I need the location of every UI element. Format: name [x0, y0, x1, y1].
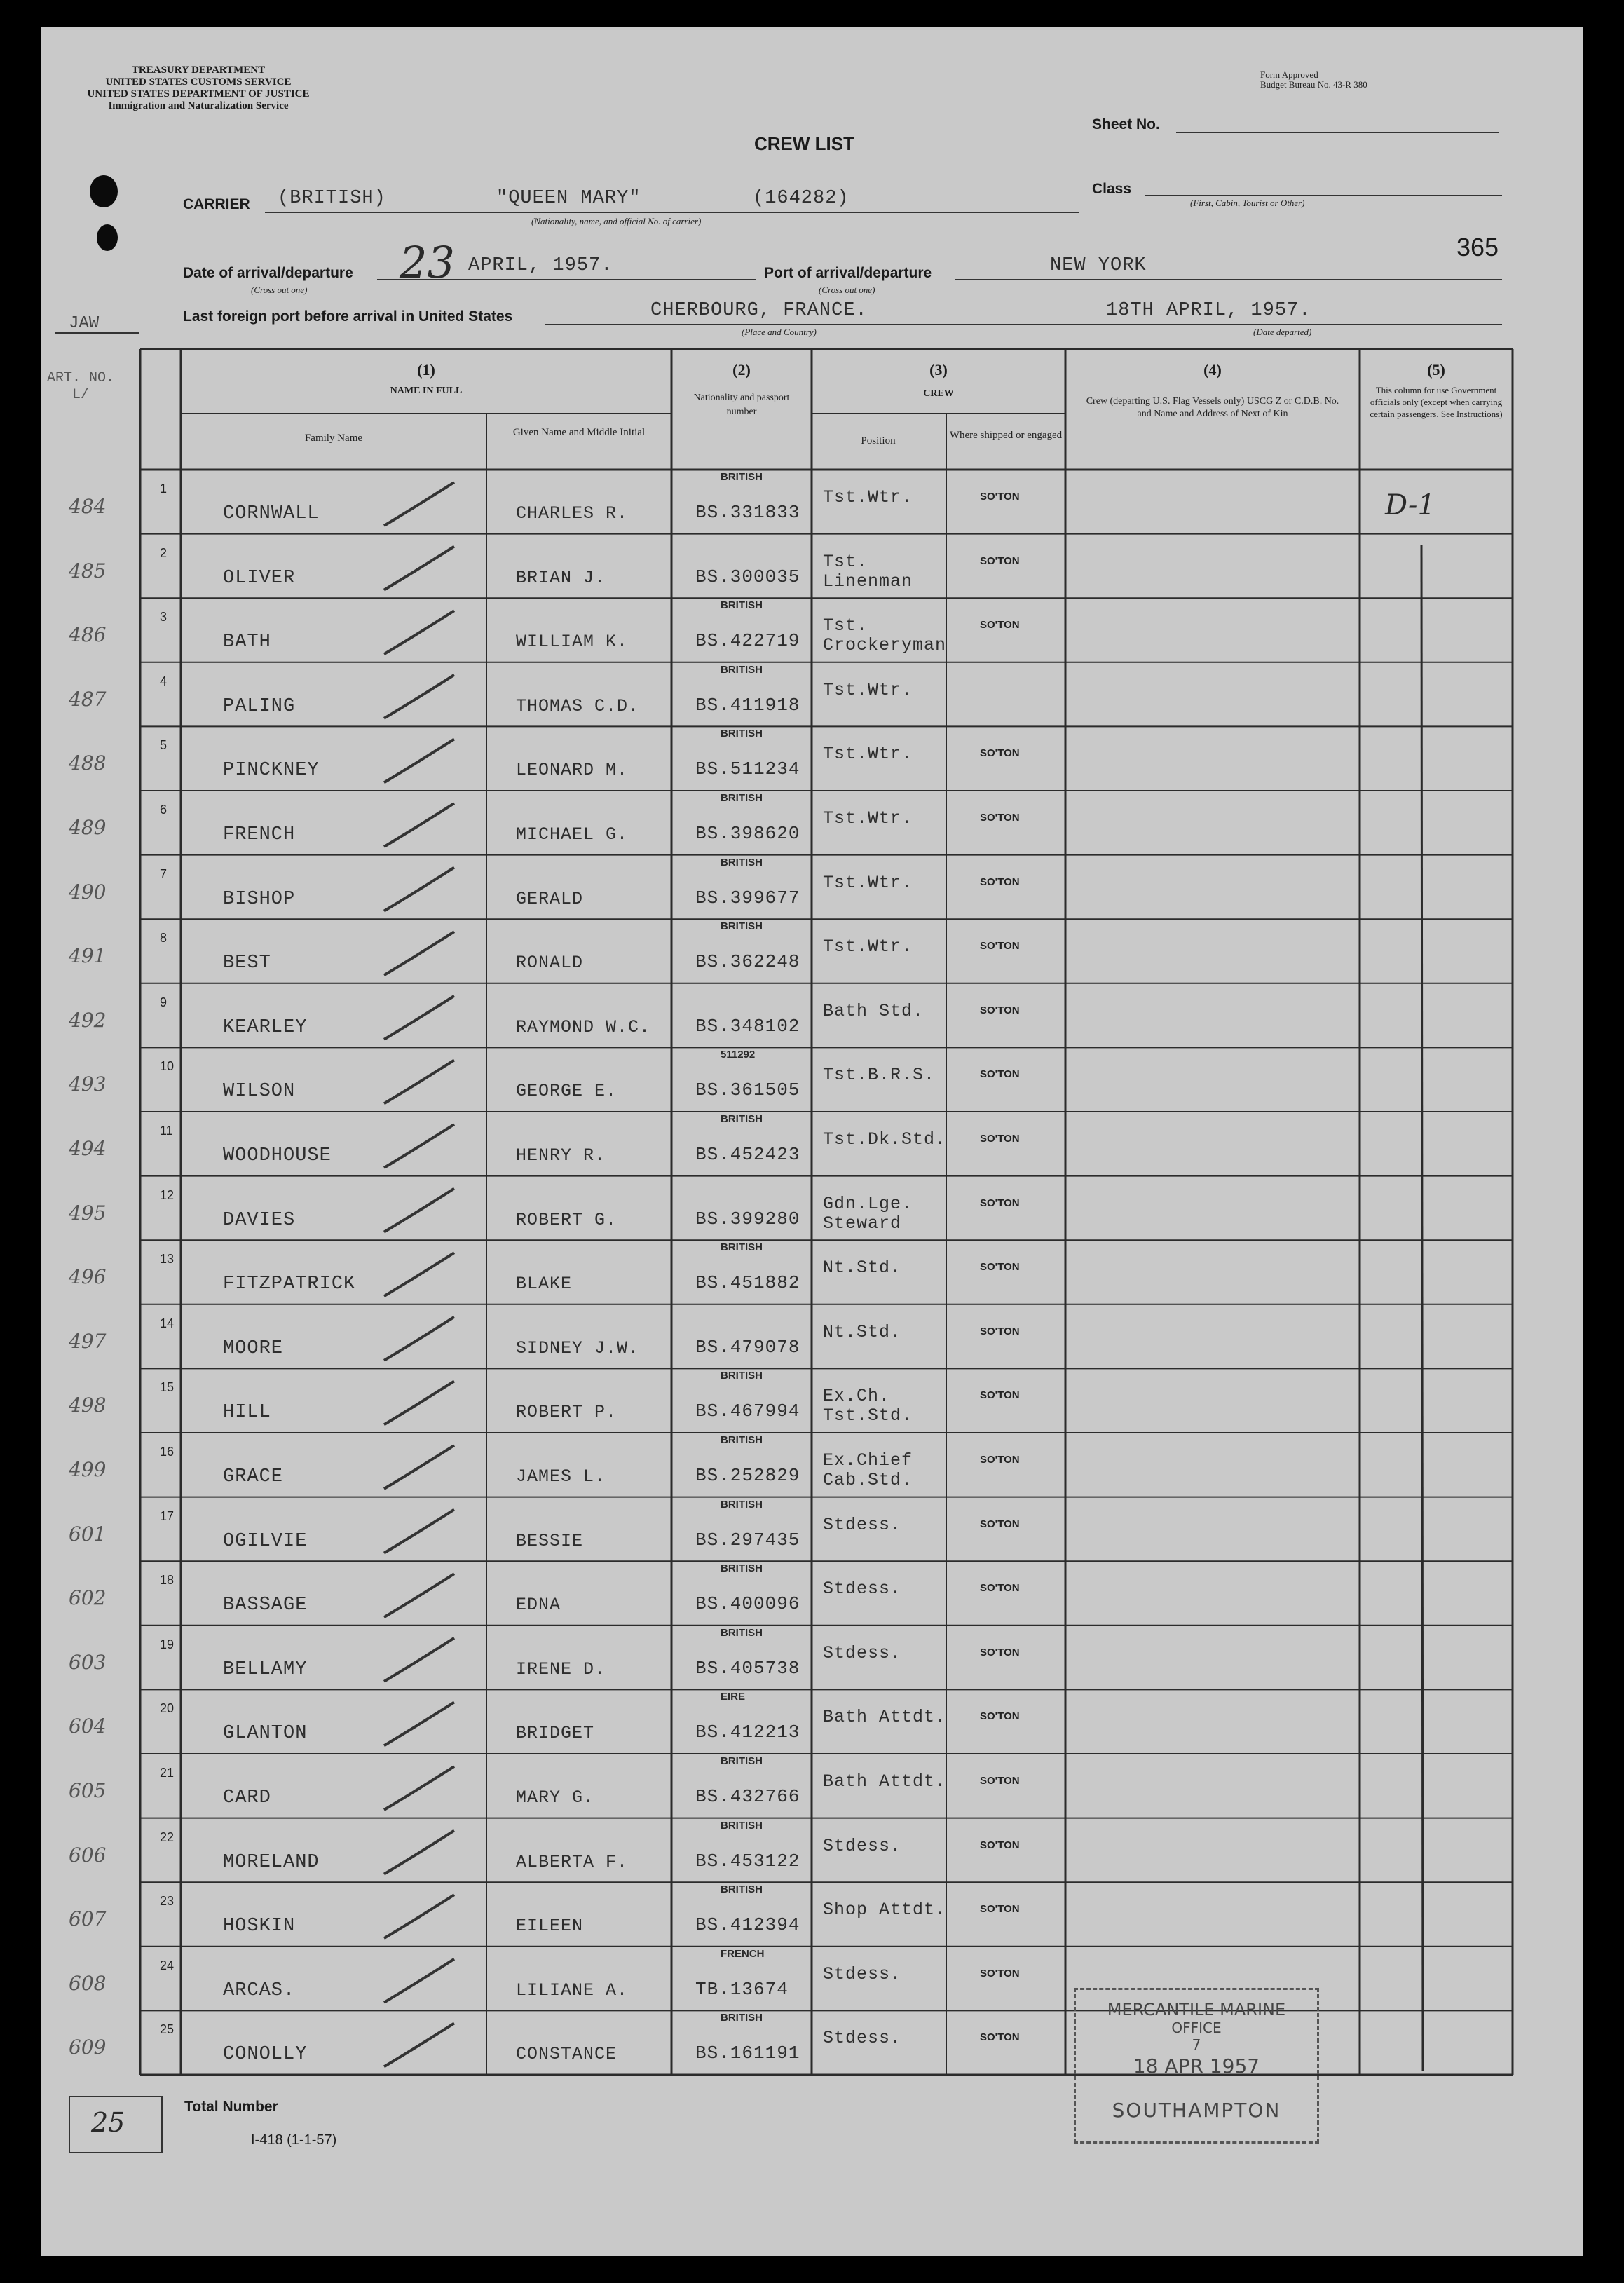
col5-number: (5)	[1427, 361, 1445, 379]
crew-position: Ex.Ch. Tst.Std.	[823, 1386, 913, 1426]
where-shipped: SO'TON	[980, 1582, 1020, 1595]
carrier-label: CARRIER	[183, 196, 250, 212]
check-mark	[384, 675, 454, 718]
check-mark	[384, 1702, 454, 1745]
where-shipped: SO'TON	[980, 1967, 1020, 1979]
row-number: 6	[160, 803, 168, 817]
crew-position: Bath Std.	[823, 1000, 924, 1021]
nationality: FRENCH	[721, 1947, 765, 1960]
crew-position: Stdess.	[823, 1514, 902, 1535]
row-number: 19	[160, 1637, 175, 1651]
passport-number: BS.161191	[695, 2043, 800, 2064]
where-shipped: SO'TON	[980, 812, 1020, 824]
col4-title: Crew (departing U.S. Flag Vessels only) USCG Z or C.D.B. No. and Name and Address of Next of Kin	[1086, 396, 1339, 419]
given-name-header: Given Name and Middle Initial	[512, 427, 646, 438]
nationality: BRITISH	[721, 2012, 763, 2024]
crew-position: Tst.Wtr.	[823, 679, 913, 700]
passport-number: BS.412394	[695, 1914, 800, 1936]
row-number: 5	[160, 738, 168, 753]
where-shipped: SO'TON	[980, 619, 1020, 632]
nationality: BRITISH	[721, 856, 763, 868]
crew-position: Stdess.	[823, 1579, 902, 1600]
crew-position: Tst.Wtr.	[823, 744, 913, 765]
nationality: BRITISH	[721, 1113, 763, 1125]
family-name: BEST	[223, 953, 271, 974]
row-number: 24	[160, 1958, 175, 1972]
passport-number: BS.453122	[695, 1850, 800, 1872]
nationality: BRITISH	[721, 792, 763, 804]
row-number: 14	[160, 1316, 175, 1330]
check-mark	[384, 803, 454, 847]
check-mark	[384, 1831, 454, 1874]
given-name: ROBERT G.	[516, 1209, 617, 1230]
family-name: CARD	[223, 1787, 271, 1808]
nationality: BRITISH	[721, 1241, 763, 1254]
check-mark	[384, 1060, 454, 1103]
where-shipped: SO'TON	[980, 491, 1020, 503]
crew-position: Tst.B.R.S.	[823, 1065, 936, 1086]
where-shipped: SO'TON	[980, 1839, 1020, 1851]
port-value: NEW YORK	[1050, 255, 1147, 276]
nationality: BRITISH	[721, 1434, 763, 1446]
row-number: 11	[160, 1124, 173, 1138]
date-departed-hint: (Date departed)	[1253, 327, 1312, 337]
carrier-nationality: (BRITISH)	[278, 188, 386, 209]
page-number: 365	[1456, 233, 1499, 261]
art-number: 496	[69, 1265, 107, 1289]
last-port-label: Last foreign port before arrival in United States	[183, 308, 513, 325]
date-day: 23	[400, 237, 455, 288]
date-label: Date of arrival/departure	[183, 265, 353, 281]
class-hint: (First, Cabin, Tourist or Other)	[1190, 198, 1305, 208]
check-mark	[384, 1638, 454, 1682]
passport-number: BS.432766	[695, 1786, 800, 1807]
mercantile-marine-stamp	[1074, 1988, 1319, 2144]
passport-number: BS.422719	[695, 630, 800, 652]
given-name: LILIANE A.	[516, 1979, 629, 2001]
family-name: DAVIES	[223, 1209, 296, 1231]
passport-number: BS.479078	[695, 1336, 800, 1358]
crew-position: Stdess.	[823, 1963, 902, 1984]
where-shipped: SO'TON	[980, 1325, 1020, 1337]
stamp-line: SOUTHAMPTON	[1112, 2099, 1281, 2122]
check-mark	[384, 1445, 454, 1489]
dept-line: UNITED STATES DEPARTMENT OF JUSTICE	[87, 88, 310, 100]
given-name: HENRY R.	[516, 1145, 606, 1166]
art-number: 607	[69, 1907, 107, 1931]
carrier-hint: (Nationality, name, and official No. of carrier)	[531, 216, 702, 226]
art-number: 604	[69, 1715, 107, 1738]
row-number: 18	[160, 1573, 175, 1588]
given-name: MICHAEL G.	[516, 824, 629, 845]
last-port-hint: (Place and Country)	[742, 327, 817, 337]
art-number: 606	[69, 1843, 107, 1867]
check-mark	[384, 1766, 454, 1810]
form-number: I-418 (1-1-57)	[251, 2132, 337, 2148]
total-label: Total Number	[184, 2099, 278, 2115]
art-number: 491	[69, 944, 107, 968]
row-number: 15	[160, 1380, 175, 1395]
crew-position: Gdn.Lge. Steward	[823, 1193, 913, 1234]
port-hint: (Cross out one)	[819, 285, 875, 295]
check-mark	[384, 1895, 454, 1938]
passport-number: TB.13674	[695, 1978, 789, 2000]
crew-position: Stdess.	[823, 1835, 902, 1856]
family-name: CONOLLY	[223, 2044, 308, 2066]
carrier-number: (164282)	[753, 188, 849, 209]
date-value: APRIL, 1957.	[468, 255, 613, 276]
date-departed-value: 18TH APRIL, 1957.	[1106, 300, 1311, 321]
stamp-line: OFFICE	[1171, 2019, 1222, 2036]
budget-bureau-text: Budget Bureau No. 43-R 380	[1260, 79, 1367, 90]
where-shipped: SO'TON	[980, 554, 1020, 567]
given-name: BESSIE	[516, 1530, 584, 1551]
nationality: BRITISH	[721, 1819, 763, 1832]
family-name: OLIVER	[223, 567, 296, 589]
where-shipped: SO'TON	[980, 1710, 1020, 1723]
passport-number: BS.411918	[695, 694, 800, 716]
art-number: 484	[69, 495, 107, 518]
art-number: 485	[69, 559, 107, 582]
where-shipped: SO'TON	[980, 1389, 1020, 1402]
nationality: BRITISH	[721, 1626, 763, 1639]
family-name: OGILVIE	[223, 1530, 308, 1552]
given-name: MARY G.	[516, 1787, 595, 1808]
art-number: 493	[69, 1072, 107, 1096]
passport-number: BS.300035	[695, 566, 800, 587]
given-name: BRIDGET	[516, 1723, 595, 1744]
art-number: 602	[69, 1586, 107, 1610]
col1-title: NAME IN FULL	[390, 386, 463, 396]
check-mark	[384, 868, 454, 911]
check-mark	[384, 996, 454, 1040]
crew-position: Stdess.	[823, 2028, 902, 2049]
family-name: HILL	[223, 1402, 271, 1424]
check-mark	[384, 932, 454, 975]
where-shipped-header: Where shipped or engaged	[949, 430, 1063, 441]
crew-position: Tst.Wtr.	[823, 936, 913, 958]
passport-number: BS.412213	[695, 1722, 800, 1743]
crew-position: Tst.Wtr.	[823, 487, 913, 507]
row-number: 8	[160, 931, 168, 946]
nationality: BRITISH	[721, 1562, 763, 1575]
col3-number: (3)	[929, 361, 948, 379]
check-mark	[384, 482, 454, 526]
check-mark	[384, 1574, 454, 1617]
col5-handwritten-line	[1421, 545, 1423, 2071]
row-number: 4	[160, 674, 168, 688]
passport-number: BS.400096	[695, 1593, 800, 1615]
crew-position: Nt.Std.	[823, 1321, 902, 1342]
passport-number: BS.467994	[695, 1401, 800, 1422]
row-number: 7	[160, 866, 168, 881]
art-number: 603	[69, 1650, 107, 1674]
passport-number: BS.252829	[695, 1465, 800, 1486]
art-number: 601	[69, 1522, 107, 1546]
passport-number: BS.452423	[695, 1144, 800, 1165]
row-number: 1	[160, 482, 168, 496]
dept-line: UNITED STATES CUSTOMS SERVICE	[105, 76, 292, 88]
family-name-header: Family Name	[304, 432, 363, 444]
crew-position: Tst.Wtr.	[823, 872, 913, 893]
check-mark	[384, 1959, 454, 2003]
date-hint: (Cross out one)	[251, 285, 308, 295]
given-name: CHARLES R.	[516, 503, 629, 524]
crew-list-document	[41, 27, 1583, 2256]
passport-number: BS.362248	[695, 951, 800, 973]
last-port-value: CHERBOURG, FRANCE.	[650, 300, 868, 321]
passport-number: BS.511234	[695, 758, 800, 780]
family-name: GRACE	[223, 1466, 284, 1487]
margin-note: JAW	[69, 314, 100, 333]
art-number: 490	[69, 880, 107, 904]
family-name: WOODHOUSE	[223, 1145, 332, 1166]
given-name: ROBERT P.	[516, 1402, 617, 1423]
passport-number: BS.399280	[695, 1208, 800, 1229]
passport-number: BS.399677	[695, 887, 800, 908]
nationality: EIRE	[721, 1691, 746, 1703]
nationality: BRITISH	[721, 1883, 763, 1896]
col5-note: D-1	[1385, 489, 1435, 522]
stamp-line: MERCANTILE MARINE	[1107, 2000, 1286, 2019]
crew-position: Tst.Wtr.	[823, 808, 913, 829]
passport-number: BS.361505	[695, 1079, 800, 1101]
stamp-line: 7	[1192, 2036, 1201, 2053]
row-number: 21	[160, 1766, 175, 1780]
given-name: WILLIAM K.	[516, 632, 629, 653]
nationality: BRITISH	[721, 1498, 763, 1511]
crew-position: Bath Attdt.	[823, 1771, 947, 1792]
row-number: 9	[160, 995, 168, 1009]
position-header: Position	[861, 435, 896, 447]
col5-title: This column for use Government officials only (except when carrying certain passengers. See Instructions)	[1370, 385, 1503, 419]
family-name: PALING	[223, 695, 296, 717]
family-name: BASSAGE	[223, 1595, 308, 1616]
crew-position: Tst. Linenman	[823, 551, 913, 592]
art-no-header: ART. NO. L/	[46, 370, 114, 403]
row-number: 25	[160, 2022, 175, 2037]
family-name: PINCKNEY	[223, 760, 320, 782]
where-shipped: SO'TON	[980, 1646, 1020, 1658]
check-mark	[384, 739, 454, 782]
where-shipped: SO'TON	[980, 1518, 1020, 1530]
row-number: 2	[160, 545, 168, 560]
given-name: RONALD	[516, 953, 584, 974]
row-number: 13	[160, 1252, 175, 1267]
row-number: 10	[160, 1059, 175, 1074]
art-number: 499	[69, 1458, 107, 1481]
where-shipped: SO'TON	[980, 875, 1020, 888]
passport-number: BS.331833	[695, 502, 800, 523]
passport-number: BS.405738	[695, 1657, 800, 1679]
given-name: ALBERTA F.	[516, 1851, 629, 1872]
check-mark	[384, 1124, 454, 1168]
art-number: 492	[69, 1008, 107, 1032]
dept-line: TREASURY DEPARTMENT	[131, 64, 266, 76]
crew-position: Nt.Std.	[823, 1258, 902, 1279]
nationality: BRITISH	[721, 599, 763, 612]
given-name: CONSTANCE	[516, 2044, 617, 2065]
passport-number: BS.398620	[695, 823, 800, 844]
family-name: WILSON	[223, 1081, 296, 1103]
where-shipped: SO'TON	[980, 1133, 1020, 1145]
check-mark	[384, 1189, 454, 1232]
art-number: 488	[69, 751, 107, 775]
where-shipped: SO'TON	[980, 1004, 1020, 1016]
check-mark	[384, 2023, 454, 2066]
family-name: GLANTON	[223, 1723, 308, 1745]
row-number: 16	[160, 1445, 175, 1459]
nationality: BRITISH	[721, 728, 763, 740]
row-number: 22	[160, 1829, 175, 1844]
where-shipped: SO'TON	[980, 1903, 1020, 1916]
family-name: FITZPATRICK	[223, 1274, 356, 1295]
family-name: KEARLEY	[223, 1016, 308, 1038]
given-name: EDNA	[516, 1595, 561, 1616]
art-number: 495	[69, 1201, 107, 1225]
family-name: MOORE	[223, 1337, 284, 1359]
where-shipped: SO'TON	[980, 1775, 1020, 1787]
where-shipped: SO'TON	[980, 747, 1020, 760]
check-mark	[384, 547, 454, 590]
given-name: RAYMOND W.C.	[516, 1016, 651, 1037]
given-name: JAMES L.	[516, 1466, 606, 1487]
given-name: THOMAS C.D.	[516, 695, 640, 716]
col1-number: (1)	[417, 361, 435, 379]
col4-number: (4)	[1203, 361, 1222, 379]
check-mark	[384, 1510, 454, 1553]
row-number: 17	[160, 1508, 175, 1523]
art-number: 497	[69, 1329, 107, 1353]
stamp-date: 18 APR 1957	[1133, 2054, 1260, 2078]
passport-number: BS.297435	[695, 1529, 800, 1551]
art-number: 494	[69, 1137, 107, 1160]
total-value: 25	[91, 2107, 125, 2138]
art-number: 487	[69, 687, 107, 711]
given-name: GEORGE E.	[516, 1081, 617, 1102]
given-name: IRENE D.	[516, 1658, 606, 1679]
nationality: BRITISH	[721, 663, 763, 676]
where-shipped: SO'TON	[980, 1261, 1020, 1274]
crew-position: Shop Attdt.	[823, 1900, 947, 1921]
crew-position: Stdess.	[823, 1642, 902, 1663]
where-shipped: SO'TON	[980, 2031, 1020, 2044]
art-number: 608	[69, 1971, 107, 1995]
art-number: 605	[69, 1779, 107, 1802]
crew-position: Bath Attdt.	[823, 1707, 947, 1728]
nationality: BRITISH	[721, 471, 763, 483]
given-name: LEONARD M.	[516, 760, 629, 781]
dept-line: Immigration and Naturalization Service	[108, 100, 289, 111]
check-mark	[384, 1317, 454, 1361]
art-number: 609	[69, 2036, 107, 2059]
given-name: SIDNEY J.W.	[516, 1337, 640, 1358]
passport-number: BS.451882	[695, 1272, 800, 1294]
sheet-no-label: Sheet No.	[1092, 116, 1160, 132]
where-shipped: SO'TON	[980, 1068, 1020, 1081]
carrier-name: "QUEEN MARY"	[496, 188, 641, 209]
col2-number: (2)	[732, 361, 751, 379]
page-title: CREW LIST	[754, 133, 854, 154]
nationality: BRITISH	[721, 920, 763, 933]
family-name: BELLAMY	[223, 1658, 308, 1680]
nationality: 511292	[721, 1049, 756, 1061]
given-name: BRIAN J.	[516, 567, 606, 588]
row-number: 20	[160, 1701, 175, 1716]
row-number: 23	[160, 1894, 175, 1909]
total-box	[69, 2096, 163, 2153]
passport-number: BS.348102	[695, 1015, 800, 1037]
check-mark	[384, 1253, 454, 1296]
port-label: Port of arrival/departure	[764, 265, 932, 281]
family-name: FRENCH	[223, 824, 296, 845]
art-number: 498	[69, 1393, 107, 1417]
col3-title: CREW	[923, 388, 954, 399]
where-shipped: SO'TON	[980, 940, 1020, 953]
family-name: HOSKIN	[223, 1916, 296, 1937]
art-number: 489	[69, 816, 107, 839]
family-name: BISHOP	[223, 888, 296, 910]
family-name: BATH	[223, 632, 271, 653]
given-name: BLAKE	[516, 1274, 573, 1295]
crew-position: Tst. Crockeryman	[823, 615, 947, 656]
art-number: 486	[69, 623, 107, 647]
nationality: BRITISH	[721, 1755, 763, 1767]
given-name: GERALD	[516, 888, 584, 909]
row-number: 12	[160, 1187, 175, 1202]
row-number: 3	[160, 610, 168, 625]
family-name: ARCAS.	[223, 1979, 296, 2001]
given-name: EILEEN	[516, 1916, 584, 1937]
form-approved-text: Form Approved	[1260, 69, 1318, 80]
check-mark	[384, 1381, 454, 1424]
nationality: BRITISH	[721, 1370, 763, 1382]
check-mark	[384, 611, 454, 654]
col2-title: Nationality and passport number	[693, 393, 790, 417]
where-shipped: SO'TON	[980, 1197, 1020, 1209]
where-shipped: SO'TON	[980, 1454, 1020, 1466]
crew-position: Tst.Dk.Std.	[823, 1129, 947, 1150]
family-name: MORELAND	[223, 1851, 320, 1873]
crew-position: Ex.Chief Cab.Std.	[823, 1450, 913, 1490]
family-name: CORNWALL	[223, 503, 320, 524]
class-label: Class	[1092, 181, 1132, 197]
